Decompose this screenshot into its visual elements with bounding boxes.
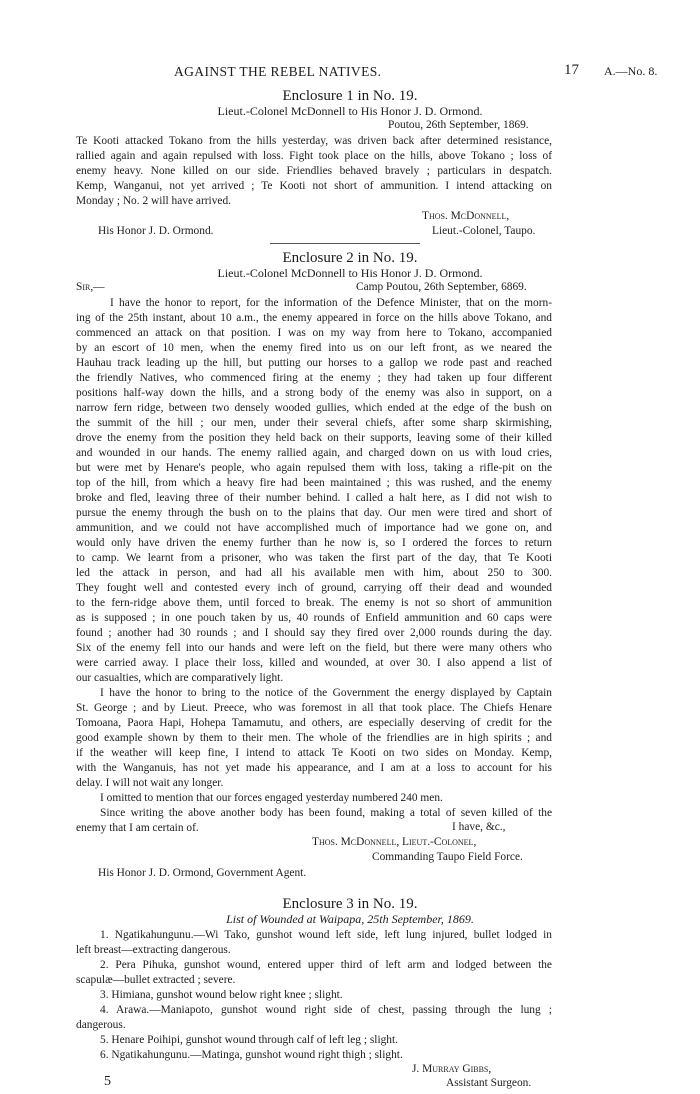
text-line: I omitted to mention that our forces engaged yesterday numbered 240 men. (100, 792, 443, 804)
text-line: as is supposed ; in one pouch taken by us, 40 rounds of Enfield ammunition and 60 caps were (76, 612, 552, 624)
enclosure-3-signature-title: Assistant Surgeon. (446, 1077, 532, 1089)
enclosure-1-heading: Enclosure 1 in No. 19. (282, 88, 418, 104)
text-line: but were met by Henare's people, who again repulsed them with loss, taking a rifle-pit on the (76, 462, 552, 474)
text-line: would only have driven the enemy further than he now is, so I ordered the forces to return (76, 537, 552, 549)
text-line: St. George ; and by Lieut. Preece, who was foremost in all that took place. The Chiefs Henare (76, 702, 552, 714)
text-line: the summit of the hill ; our men, under their several chiefs, after some sharp skirmishing, (76, 417, 552, 429)
text-line: were carried away. I place their loss, killed and wounded, at over 30. I also append a list of (76, 657, 552, 669)
list-item: 4. Arawa.—Maniapoto, gunshot wound right side of chest, passing through the lung ; (100, 1004, 552, 1016)
enclosure-2-dateline: Camp Poutou, 26th September, 6869. (356, 281, 527, 293)
list-item: 2. Pera Pihuka, gunshot wound, entered upper third of left arm and lodged between the (100, 959, 552, 971)
enclosure-1-subtitle: Lieut.-Colonel McDonnell to His Honor J. D. Ormond. (217, 104, 483, 118)
page-number: 17 (564, 62, 579, 78)
text-line: narrow fern ridge, between two densely wooded gullies, which ended at the edge of the bush on (76, 402, 552, 414)
enclosure-2-heading: Enclosure 2 in No. 19. (282, 250, 418, 266)
text-line: with the Wanganuis, has not yet made his appearance, and I am at a loss to account for his (76, 762, 552, 774)
text-line: to camp. We learnt from a prisoner, who was taken the first part of the day, that Te Kooti (76, 552, 552, 564)
text-line: commenced an attack on that position. I was on my way from here to Tokano, accompanied (76, 327, 552, 339)
list-item: left breast—extracting dangerous. (76, 944, 231, 956)
list-item: dangerous. (76, 1019, 126, 1031)
enclosure-1-signature: Thos. McDonnell, (422, 210, 510, 222)
text-line: drove the enemy from the position they held back on their supports, leaving some of their killed (76, 432, 552, 444)
text-line: if the weather will keep fine, I intend to attack Te Kooti on two sides on Monday. Kemp, (76, 747, 552, 759)
text-line: I have the honor to report, for the information of the Defence Minister, that on the morn- (110, 297, 552, 309)
text-line: found ; another had 30 rounds ; and I should say they fired over 2,000 rounds during the day. (76, 627, 552, 639)
text-line: I have the honor to bring to the notice of the Government the energy displayed by Captain (100, 687, 552, 699)
text-line: by an escort of 10 men, when the enemy fired into us on our left front, as we neared the (76, 342, 552, 354)
text-line: broke and fled, leaving three of their number behind. I called a halt here, as I did not wish to (76, 492, 552, 504)
section-divider (270, 243, 420, 244)
list-item: 6. Ngatikahungunu.—Matinga, gunshot wound right thigh ; slight. (100, 1049, 403, 1061)
enclosure-1-dateline: Poutou, 26th September, 1869. (388, 119, 529, 131)
enclosure-2-signature: Thos. McDonnell, Lieut.-Colonel, (312, 836, 477, 848)
enclosure-3-heading: Enclosure 3 in No. 19. (282, 896, 418, 912)
text-line: Since writing the above another body has been found, making a total of seven killed of the (100, 807, 552, 819)
list-item: 1. Ngatikahungunu.—Wi Tako, gunshot wound left side, left lung injured, bullet lodged in (100, 929, 552, 941)
running-title: AGAINST THE REBEL NATIVES. (174, 64, 382, 79)
text-line: rallied again and again repulsed with loss. Fight took place on the hills, above Tokano ; loss of (76, 150, 552, 162)
enclosure-2-subtitle: Lieut.-Colonel McDonnell to His Honor J. D. Ormond. (217, 266, 483, 280)
text-line: ammunition, and we could not have accomplished much of importance had we gone on, and (76, 522, 552, 534)
list-item: 3. Himiana, gunshot wound below right knee ; slight. (100, 989, 343, 1001)
text-line: and wounded in our hands. The enemy rallied again, and charged down on us with loud cries, (76, 447, 552, 459)
text-line: Monday ; No. 2 will have arrived. (76, 195, 232, 207)
document-reference: A.—No. 8. (604, 64, 658, 78)
text-line: delay. I will not wait any longer. (76, 777, 224, 789)
list-item: scapulæ—bullet extracted ; severe. (76, 974, 236, 986)
text-line: They fought well and contested every inch of ground, carrying off their dead and wounded (76, 582, 552, 594)
text-line: positions half-way down the hills, and a strong body of the enemy was also in support, on a (76, 387, 552, 399)
enclosure-2-command: Commanding Taupo Field Force. (372, 851, 523, 863)
salutation: Sir,— (76, 281, 105, 293)
text-line: our casualties, which are comparatively light. (76, 672, 284, 684)
text-line: the friendly Natives, who commenced firing at the enemy ; they had taken up four different (76, 372, 552, 384)
enclosure-1-signature-title: Lieut.-Colonel, Taupo. (432, 225, 536, 237)
enclosure-3-signature: J. Murray Gibbs, (412, 1063, 492, 1075)
text-line: Kemp, Wanganui, not yet arrived ; Te Kooti not short of ammunition. I intend attacking on (76, 180, 552, 192)
text-line: top of the hill, from which a heavy fire had been maintained ; this was rushed, and the enemy (76, 477, 552, 489)
signature-mark: 5 (104, 1074, 111, 1089)
list-item: 5. Henare Poihipi, gunshot wound through calf of left leg ; slight. (100, 1034, 399, 1046)
enclosure-1-addressee: His Honor J. D. Ormond. (98, 225, 214, 237)
text-line: good example shown by them to their men. The whole of the friendlies are in high spirits ; and (76, 732, 552, 744)
text-line: Six of the enemy fell into our hands and were left on the field, but there were many others who (76, 642, 552, 654)
text-line: enemy heavy. None killed on our side. Friendlies behaved bravely ; particulars in despatch. (76, 165, 552, 177)
enclosure-2-addressee: His Honor J. D. Ormond, Government Agent. (98, 867, 307, 879)
text-line: Tomoana, Paora Hapi, Hohepa Tamamutu, and others, are especially deserving of credit for the (76, 717, 552, 729)
text-line: Te Kooti attacked Tokano from the hills yesterday, was driven back after determined resistance, (76, 135, 552, 147)
text-line: led the attack in person, and had all his available men with him, about 250 to 300. (76, 567, 552, 579)
text-line: enemy that I am certain of. (76, 822, 199, 834)
enclosure-3-subtitle: List of Wounded at Waipapa, 25th September, 1869. (226, 912, 474, 926)
closing: I have, &c., (452, 821, 506, 833)
text-line: ing of the 25th instant, about 10 a.m., the enemy appeared in force on the hills above Tokano, and (76, 312, 552, 324)
text-line: to the fern-ridge above them, until forced to break. The enemy is not so short of ammunition (76, 597, 552, 609)
text-line: Hauhau track leading up the hill, but putting our horses to a gallop we rode past and reached (76, 357, 552, 369)
text-line: pursue the enemy through the bush on to the plains that day. Our men were tired and short of (76, 507, 552, 519)
